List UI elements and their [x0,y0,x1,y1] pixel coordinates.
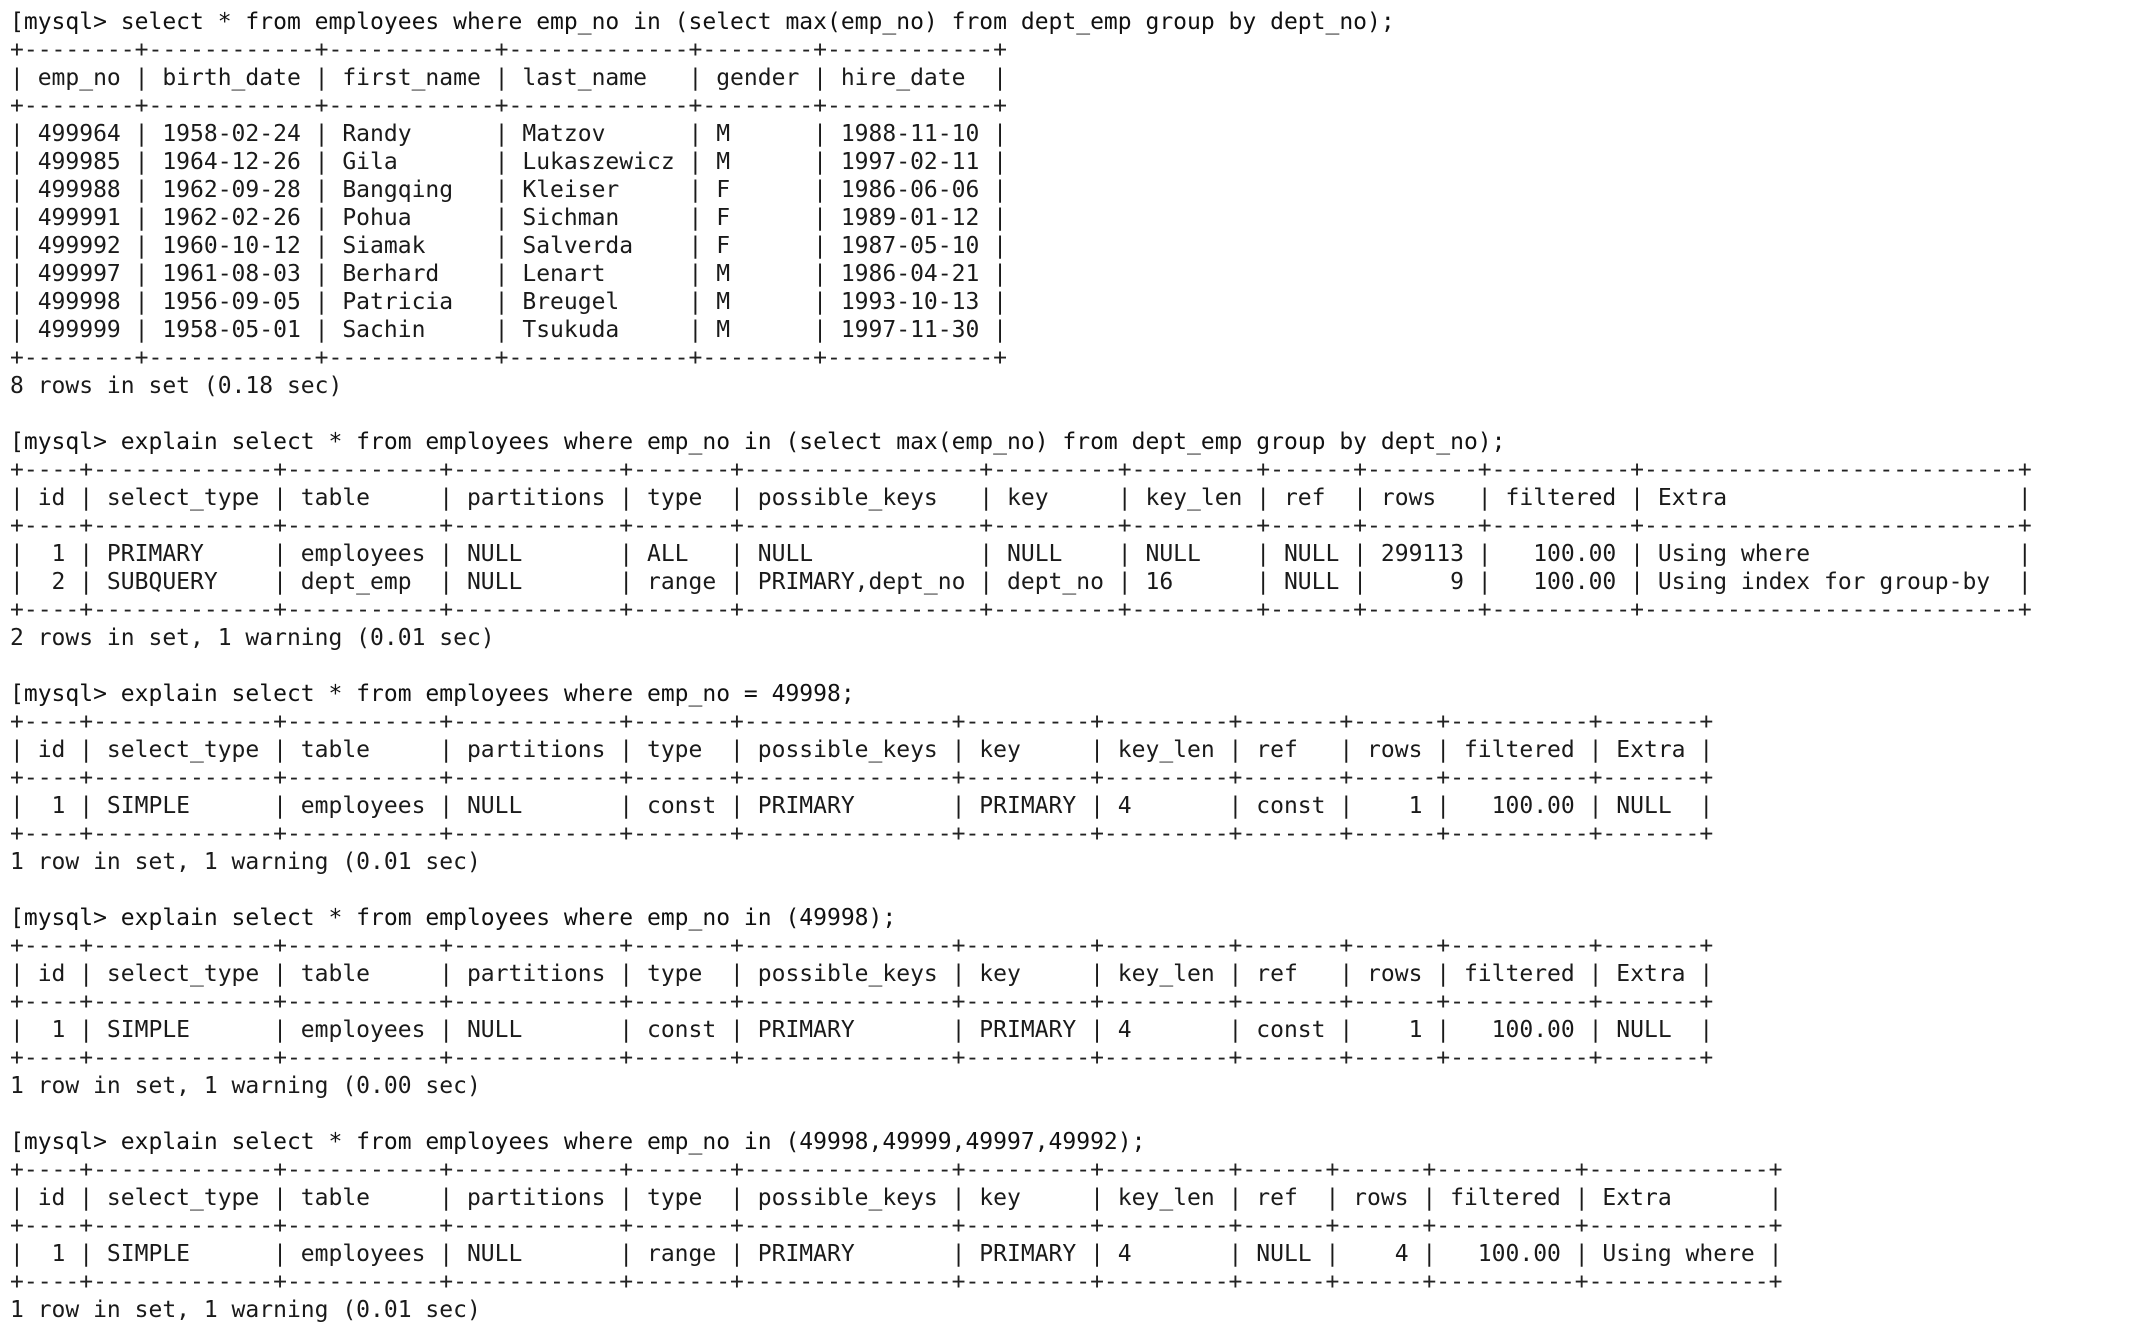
blank-line [10,876,2146,904]
mysql-command-line: [mysql> explain select * from employees where emp_no in (49998,49999,49997,49992); [10,1129,1146,1155]
mysql-command-line: [mysql> explain select * from employees where emp_no in (select max(emp_no) from dept_emp group by dept_no); [10,429,1506,455]
table-row-line: | id | select_type | table | partitions | type | possible_keys | key | key_len | ref | rows | filtered | Extra | [10,1185,1783,1211]
mysql-command-line: [mysql> explain select * from employees where emp_no in (49998); [10,905,897,931]
result-status-line: 8 rows in set (0.18 sec) [10,373,343,399]
table-row-line: | 1 | SIMPLE | employees | NULL | const | PRIMARY | PRIMARY | 4 | const | 1 | 100.00 | NULL | [10,793,1714,819]
table-border-line: +--------+------------+------------+-------------+--------+------------+ [10,345,1007,371]
table-row-line: | id | select_type | table | partitions | type | possible_keys | key | key_len | ref | rows | filtered | Extra | [10,737,1714,763]
table-border-line: +----+-------------+-----------+------------+-------+---------------+---------+---------+------+------+----------+-------------+ [10,1157,1783,1183]
table-border-line: +----+-------------+-----------+------------+-------+---------------+---------+---------+-------+------+----------+-------+ [10,765,1714,791]
table-row-line: | id | select_type | table | partitions | type | possible_keys | key | key_len | ref | rows | filtered | Extra | [10,485,2032,511]
table-row-line: | 499998 | 1956-09-05 | Patricia | Breugel | M | 1993-10-13 | [10,289,1007,315]
table-border-line: +----+-------------+-----------+------------+-------+---------------+---------+---------+------+------+----------+-------------+ [10,1213,1783,1239]
result-status-line: 1 row in set, 1 warning (0.01 sec) [10,1297,481,1323]
table-border-line: +----+-------------+-----------+------------+-------+---------------+---------+---------+-------+------+----------+-------+ [10,1045,1714,1071]
table-border-line: +----+-------------+-----------+------------+-------+---------------+---------+---------+-------+------+----------+-------+ [10,821,1714,847]
table-border-line: +----+-------------+-----------+------------+-------+---------------+---------+---------+-------+------+----------+-------+ [10,989,1714,1015]
table-row-line: | 499997 | 1961-08-03 | Berhard | Lenart | M | 1986-04-21 | [10,261,1007,287]
table-border-line: +----+-------------+-----------+------------+-------+---------------+---------+---------+-------+------+----------+-------+ [10,709,1714,735]
table-border-line: +----+-------------+-----------+------------+-------+-----------------+---------+---------+------+--------+----------+---------------------------+ [10,457,2032,483]
table-row-line: | 499988 | 1962-09-28 | Bangqing | Kleiser | F | 1986-06-06 | [10,177,1007,203]
blank-line [10,652,2146,680]
table-row-line: | 2 | SUBQUERY | dept_emp | NULL | range | PRIMARY,dept_no | dept_no | 16 | NULL | 9 | 100.00 | Using index for group-by | [10,569,2032,595]
table-row-line: | 1 | SIMPLE | employees | NULL | range | PRIMARY | PRIMARY | 4 | NULL | 4 | 100.00 | Using where | [10,1241,1783,1267]
blank-line [10,400,2146,428]
table-row-line: | 499999 | 1958-05-01 | Sachin | Tsukuda | M | 1997-11-30 | [10,317,1007,343]
table-row-line: | 499992 | 1960-10-12 | Siamak | Salverda | F | 1987-05-10 | [10,233,1007,259]
table-border-line: +----+-------------+-----------+------------+-------+-----------------+---------+---------+------+--------+----------+---------------------------+ [10,513,2032,539]
table-border-line: +----+-------------+-----------+------------+-------+---------------+---------+---------+------+------+----------+-------------+ [10,1269,1783,1295]
terminal-output[interactable] [10,8,2146,1338]
result-status-line: 2 rows in set, 1 warning (0.01 sec) [10,625,495,651]
table-row-line: | 499964 | 1958-02-24 | Randy | Matzov | M | 1988-11-10 | [10,121,1007,147]
table-border-line: +--------+------------+------------+-------------+--------+------------+ [10,93,1007,119]
table-row-line: | 1 | PRIMARY | employees | NULL | ALL | NULL | NULL | NULL | NULL | 299113 | 100.00 | Using where | [10,541,2032,567]
blank-line [10,1100,2146,1128]
table-row-line: | emp_no | birth_date | first_name | last_name | gender | hire_date | [10,65,1007,91]
table-row-line: | id | select_type | table | partitions | type | possible_keys | key | key_len | ref | rows | filtered | Extra | [10,961,1714,987]
table-row-line: | 499991 | 1962-02-26 | Pohua | Sichman | F | 1989-01-12 | [10,205,1007,231]
table-border-line: +----+-------------+-----------+------------+-------+-----------------+---------+---------+------+--------+----------+---------------------------+ [10,597,2032,623]
mysql-command-line: [mysql> select * from employees where emp_no in (select max(emp_no) from dept_emp group by dept_no); [10,9,1395,35]
result-status-line: 1 row in set, 1 warning (0.01 sec) [10,849,481,875]
table-row-line: | 1 | SIMPLE | employees | NULL | const | PRIMARY | PRIMARY | 4 | const | 1 | 100.00 | NULL | [10,1017,1714,1043]
table-border-line: +--------+------------+------------+-------------+--------+------------+ [10,37,1007,63]
mysql-command-line: [mysql> explain select * from employees where emp_no = 49998; [10,681,855,707]
result-status-line: 1 row in set, 1 warning (0.00 sec) [10,1073,481,1099]
table-row-line: | 499985 | 1964-12-26 | Gila | Lukaszewicz | M | 1997-02-11 | [10,149,1007,175]
table-border-line: +----+-------------+-----------+------------+-------+---------------+---------+---------+-------+------+----------+-------+ [10,933,1714,959]
